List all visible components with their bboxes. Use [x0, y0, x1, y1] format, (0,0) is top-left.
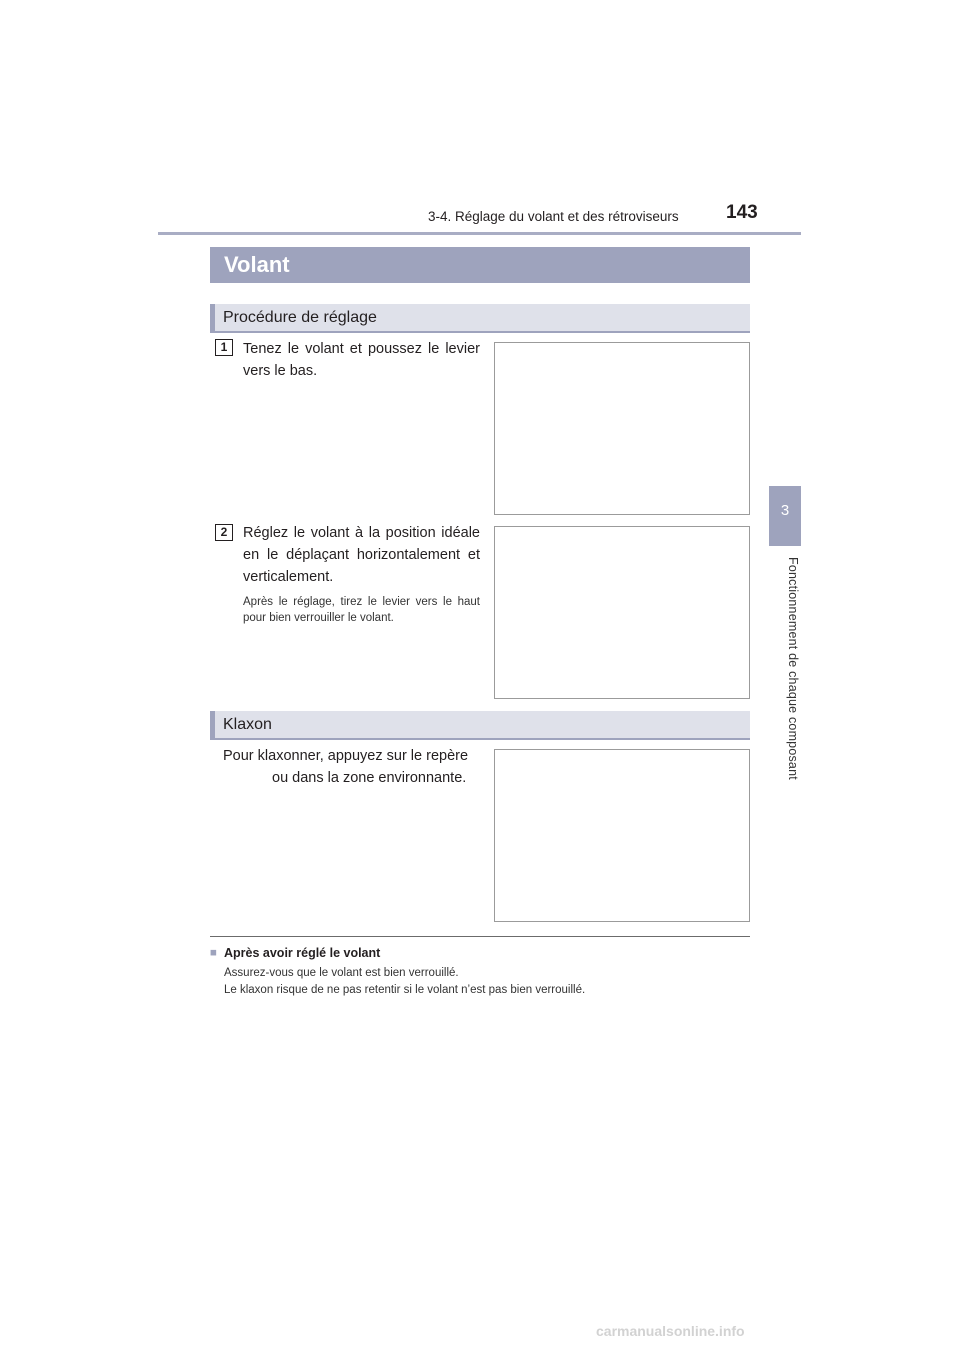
- horn-text-line2: ou dans la zone environnante.: [272, 770, 467, 786]
- horn-illustration: [494, 749, 750, 922]
- adjustment-heading: Procédure de réglage: [210, 304, 750, 333]
- step-2-illustration: [494, 526, 750, 699]
- step-1-number: 1: [215, 339, 233, 356]
- header-divider: [158, 232, 801, 235]
- horn-heading: Klaxon: [210, 711, 750, 740]
- notes-title: Après avoir réglé le volant: [224, 946, 381, 960]
- chapter-title: Fonctionnement de chaque composant: [786, 557, 800, 780]
- watermark: carmanualsonline.info: [596, 1323, 745, 1339]
- square-bullet-icon: ■: [210, 947, 217, 959]
- step-1-text: Tenez le volant et poussez le levier vers le bas.: [243, 341, 480, 379]
- chapter-tab: 3: [769, 486, 801, 546]
- step-2-note: Après le réglage, tirez le levier vers le haut pour bien verrouiller le volant.: [243, 596, 480, 624]
- section-title: 3-4. Réglage du volant et des rétroviseurs: [428, 209, 679, 224]
- notes-line-2: Le klaxon risque de ne pas retentir si le volant n’est pas bien verrouillé.: [224, 984, 586, 996]
- page-number: 143: [726, 202, 758, 223]
- step-2-number: 2: [215, 524, 233, 541]
- step-1-illustration: [494, 342, 750, 515]
- main-heading: Volant: [210, 247, 750, 283]
- horn-text-line1: Pour klaxonner, appuyez sur le repère: [223, 748, 469, 764]
- notes-line-1: Assurez-vous que le volant est bien verrouillé.: [224, 967, 459, 979]
- step-2-text: Réglez le volant à la position idéale en le déplaçant horizontalement et verticalement.: [243, 525, 480, 585]
- notes-divider: [210, 936, 750, 937]
